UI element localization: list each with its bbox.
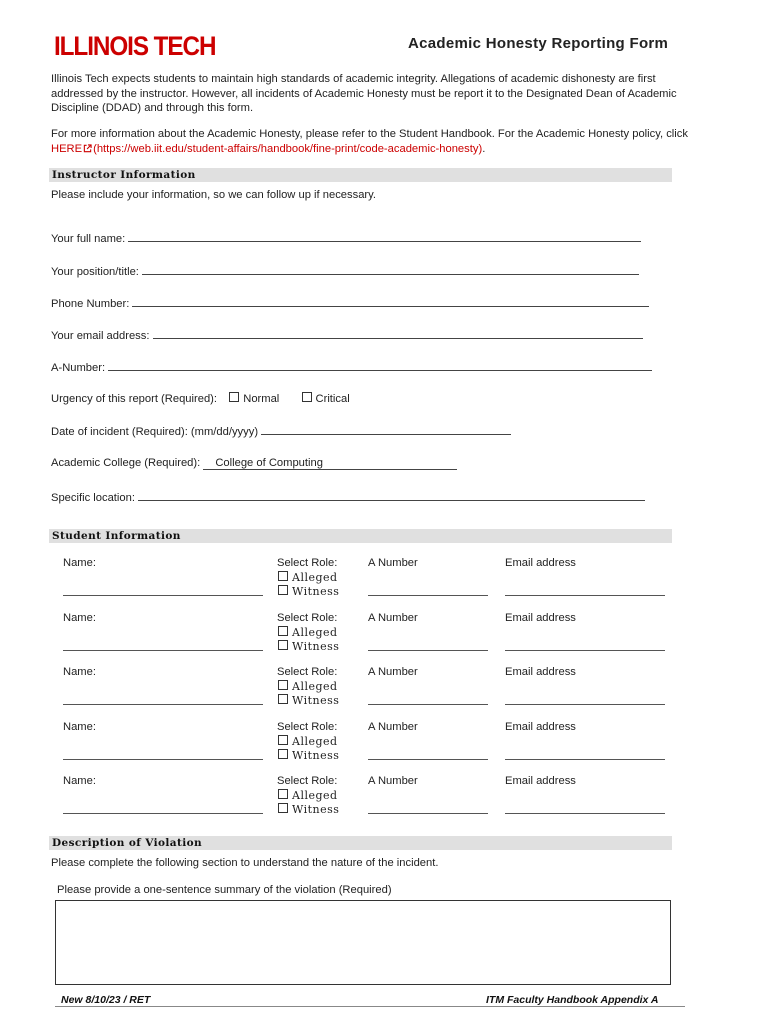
student-name-label: Name: — [63, 775, 96, 787]
witness-option[interactable] — [278, 694, 339, 707]
alleged-label: Alleged — [292, 625, 338, 639]
witness-label: Witness — [292, 585, 340, 598]
student-role-label: Select Role: — [277, 557, 338, 569]
student-email-line[interactable] — [505, 650, 665, 651]
position-field[interactable] — [51, 264, 639, 278]
student-anumber-line[interactable] — [368, 595, 488, 596]
policy-text: For more information about the Academic Honesty, please refer to the Student Handbook. For the Academic Honesty policy, click — [51, 128, 688, 140]
intro-paragraph: Illinois Tech expects students to maintain high standards of academic integrity. Allegations of academic dishonesty are first addressed by the instructor. However, all incidents of Academic Honesty must be report it to the Designated Dean of Academic Discipline (DDAD) and through this form. — [51, 73, 677, 114]
student-anumber-line[interactable] — [368, 704, 488, 705]
college-label: Academic College (Required): — [51, 457, 201, 469]
alleged-label: Alleged — [292, 734, 338, 748]
date-label: Date of incident (Required): (mm/dd/yyyy) — [51, 426, 259, 438]
full-name-line[interactable] — [128, 231, 641, 242]
student-role-label: Select Role: — [277, 775, 338, 787]
alleged-checkbox[interactable] — [278, 735, 288, 745]
student-name-label: Name: — [63, 666, 96, 678]
anumber-line[interactable] — [108, 360, 652, 371]
full-name-label: Your full name: — [51, 233, 126, 245]
anumber-field[interactable] — [51, 360, 652, 374]
witness-option[interactable] — [278, 585, 339, 598]
violation-note: Please complete the following section to understand the nature of the incident. — [51, 857, 439, 869]
student-name-line[interactable] — [63, 759, 263, 760]
phone-field[interactable] — [51, 296, 649, 310]
alleged-option[interactable] — [278, 735, 338, 748]
student-email-label: Email address — [505, 666, 576, 678]
student-role-label: Select Role: — [277, 611, 338, 624]
student-email-label: Email address — [505, 557, 576, 569]
location-label: Specific location: — [51, 492, 135, 504]
alleged-option[interactable] — [278, 680, 338, 693]
student-anumber-label: A Number — [368, 557, 418, 569]
student-role-label: Select Role: — [277, 720, 338, 733]
alleged-checkbox[interactable] — [278, 680, 288, 690]
summary-label: Please provide a one-sentence summary of the violation (Required) — [57, 884, 392, 896]
alleged-option[interactable] — [278, 626, 338, 639]
witness-option[interactable] — [278, 749, 339, 762]
student-email-line[interactable] — [505, 595, 665, 596]
student-email-label: Email address — [505, 775, 576, 787]
student-anumber-label: A Number — [368, 720, 418, 733]
student-name-line[interactable] — [63, 595, 263, 596]
location-field[interactable] — [51, 490, 645, 504]
student-name-line[interactable] — [63, 704, 263, 705]
email-line[interactable] — [153, 328, 643, 339]
witness-option[interactable] — [278, 803, 339, 816]
alleged-label: Alleged — [292, 789, 338, 802]
student-name-line[interactable] — [63, 650, 263, 651]
alleged-label: Alleged — [292, 571, 338, 584]
phone-line[interactable] — [132, 296, 649, 307]
witness-label: Witness — [292, 803, 340, 816]
normal-checkbox[interactable] — [229, 392, 239, 402]
student-role-label: Select Role: — [277, 666, 338, 678]
student-anumber-label: A Number — [368, 611, 418, 624]
footer-rule — [55, 1006, 685, 1007]
witness-option[interactable] — [278, 640, 339, 653]
student-anumber-line[interactable] — [368, 813, 488, 814]
urgency-row — [51, 392, 350, 405]
policy-period: . — [482, 142, 486, 155]
here-link[interactable]: HERE — [51, 142, 83, 155]
student-anumber-label: A Number — [368, 775, 418, 787]
alleged-option[interactable] — [278, 789, 338, 802]
normal-label: Normal — [243, 393, 280, 405]
alleged-checkbox[interactable] — [278, 789, 288, 799]
date-line[interactable] — [261, 424, 511, 435]
college-value[interactable]: College of Computing — [203, 457, 457, 470]
alleged-option[interactable] — [278, 571, 338, 584]
illinois-tech-logo: ILLINOIS TECH — [54, 31, 216, 61]
witness-checkbox[interactable] — [278, 803, 288, 813]
witness-checkbox[interactable] — [278, 585, 288, 595]
email-field[interactable] — [51, 328, 643, 342]
student-email-label: Email address — [505, 720, 576, 733]
student-name-label: Name: — [63, 611, 96, 624]
student-name-label: Name: — [63, 720, 96, 733]
footer-version: New 8/10/23 / RET — [61, 994, 151, 1006]
student-anumber-label: A Number — [368, 666, 418, 678]
student-name-label: Name: — [63, 557, 96, 569]
date-field[interactable] — [51, 424, 511, 438]
witness-label: Witness — [292, 639, 340, 653]
student-section-heading: Student Information — [49, 529, 672, 543]
email-label: Your email address: — [51, 330, 150, 342]
witness-checkbox[interactable] — [278, 749, 288, 759]
critical-checkbox[interactable] — [302, 392, 312, 402]
form-title: Academic Honesty Reporting Form — [408, 35, 669, 52]
witness-checkbox[interactable] — [278, 694, 288, 704]
critical-label: Critical — [315, 393, 350, 405]
urgency-label: Urgency of this report (Required): — [51, 393, 218, 405]
footer-appendix: ITM Faculty Handbook Appendix A — [486, 994, 659, 1006]
violation-section-heading: Description of Violation — [49, 836, 672, 850]
student-email-label: Email address — [505, 611, 576, 624]
external-link-icon[interactable] — [83, 144, 92, 153]
alleged-checkbox[interactable] — [278, 571, 288, 581]
witness-label: Witness — [292, 694, 340, 707]
college-field[interactable] — [51, 457, 457, 470]
student-email-line[interactable] — [505, 759, 665, 760]
student-name-line[interactable] — [63, 813, 263, 814]
position-label: Your position/title: — [51, 266, 139, 278]
policy-paragraph — [51, 127, 691, 156]
position-line[interactable] — [142, 264, 639, 275]
location-line[interactable] — [138, 490, 645, 501]
instructor-note: Please include your information, so we can follow up if necessary. — [51, 189, 377, 201]
policy-url-link[interactable]: (https://web.iit.edu/student-affairs/handbook/fine-print/code-academic-honesty) — [93, 142, 483, 155]
violation-summary-textbox[interactable] — [55, 900, 671, 985]
student-email-line[interactable] — [505, 704, 665, 705]
student-anumber-line[interactable] — [368, 650, 488, 651]
student-email-line[interactable] — [505, 813, 665, 814]
anumber-label: A-Number: — [51, 362, 106, 374]
student-anumber-line[interactable] — [368, 759, 488, 760]
full-name-field[interactable] — [51, 231, 641, 245]
witness-checkbox[interactable] — [278, 640, 288, 650]
witness-label: Witness — [292, 748, 340, 762]
instructor-section-heading: Instructor Information — [49, 168, 672, 182]
alleged-label: Alleged — [292, 680, 338, 693]
phone-label: Phone Number: — [51, 298, 130, 310]
alleged-checkbox[interactable] — [278, 626, 288, 636]
